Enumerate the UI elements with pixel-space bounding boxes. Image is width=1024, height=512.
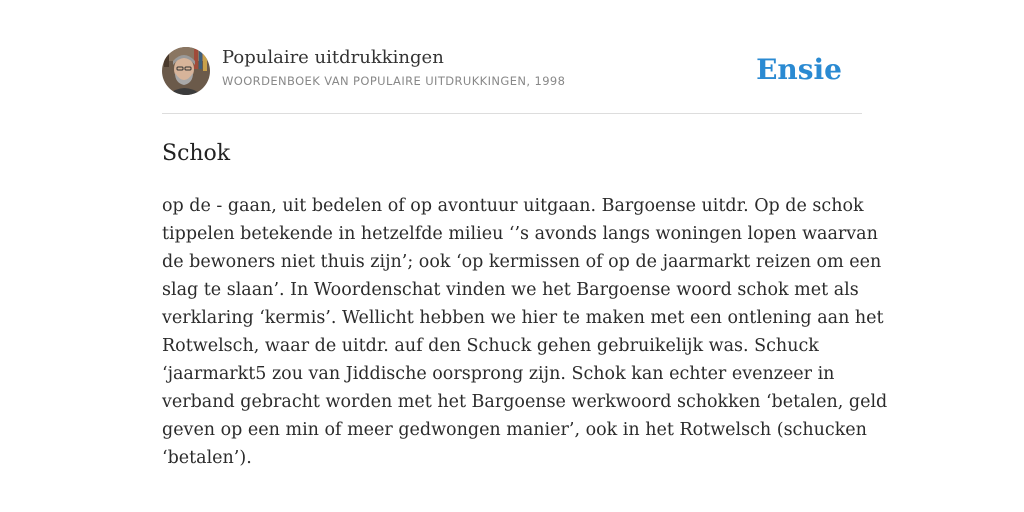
- brand-logo[interactable]: Ensie: [756, 53, 842, 86]
- entry-body: [162, 192, 888, 472]
- body-line: ‘jaarmarkt5 zou van Jiddische oorsprong zijn. Schok kan echter evenzeer in: [162, 364, 835, 384]
- body-line: verklaring ‘kermis’. Wellicht hebben we hier te maken met een ontlening aan het: [162, 308, 884, 328]
- body-line: tippelen betekende in hetzelfde milieu ‘’s avonds langs woningen lopen waarvan: [162, 224, 878, 244]
- source-header: [162, 44, 862, 98]
- header-divider: [162, 113, 862, 114]
- body-line: ‘betalen’).: [162, 448, 252, 468]
- body-line: verband gebracht worden met het Bargoense werkwoord schokken ‘betalen, geld: [162, 392, 888, 412]
- entry-card: [162, 44, 888, 468]
- body-line: de bewoners niet thuis zijn’; ook ‘op kermissen of op de jaarmarkt reizen om een: [162, 252, 882, 272]
- source-title[interactable]: Populaire uitdrukkingen: [222, 47, 444, 68]
- body-line: slag te slaan’. In Woordenschat vinden we het Bargoense woord schok met als: [162, 280, 859, 300]
- source-info: [222, 46, 565, 90]
- source-subtitle: WOORDENBOEK VAN POPULAIRE UITDRUKKINGEN, 1998: [222, 74, 566, 88]
- body-line: geven op een min of meer gedwongen manier’, ook in het Rotwelsch (schucken: [162, 420, 867, 440]
- body-line: Rotwelsch, waar de uitdr. auf den Schuck gehen gebruikelijk was. Schuck: [162, 336, 819, 356]
- entry-title: Schok: [162, 141, 231, 166]
- body-line: op de - gaan, uit bedelen of op avontuur uitgaan. Bargoense uitdr. Op de schok: [162, 196, 864, 216]
- author-portrait-icon[interactable]: [162, 47, 210, 95]
